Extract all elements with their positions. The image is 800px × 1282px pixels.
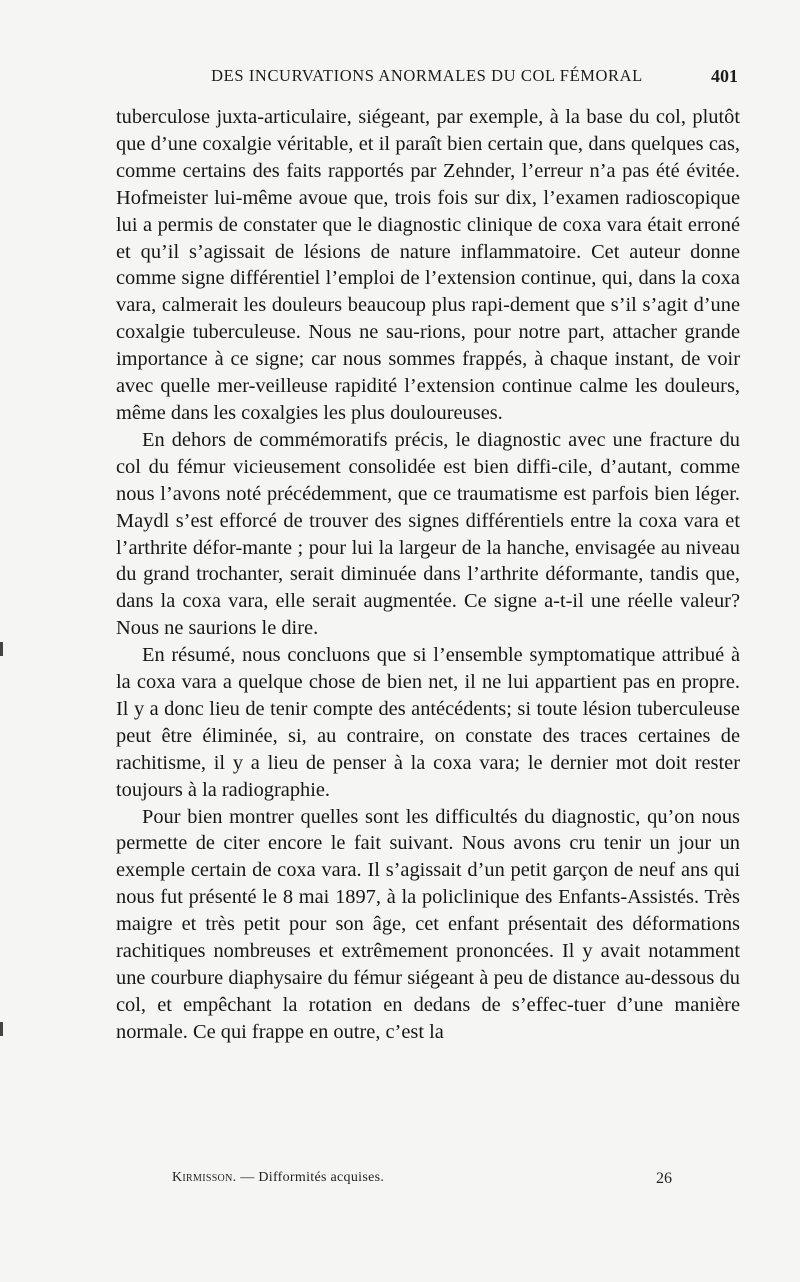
page-number: 401	[711, 66, 738, 86]
footer-signature	[172, 1170, 384, 1186]
footer-book-title: Difformités acquises.	[258, 1170, 385, 1185]
footer-separator: —	[240, 1170, 255, 1185]
paragraph-case-example: Pour bien montrer quelles sont les difficultés du diagnostic, qu’on nous permette de citer encore le fait suivant. Nous avons cru tenir un jour un exemple certain de coxa vara. Il s’agissait d’un petit garçon de neuf ans qui nous fut présenté le 8 mai 1897, à la policlinique des Enfants-Assistés. Très maigre et très petit pour son âge, cet enfant présentait des déformations rachitiques nombreuses et extrêmement prononcées. Il y avait notamment une courbure diaphysaire du fémur siégeant à peu de distance au-dessous du col, et empêchant la rotation en dedans de s’effec-tuer d’une manière normale. Ce qui frappe en outre, c’est la	[116, 805, 740, 1043]
body-text	[116, 104, 740, 1046]
running-title: DES INCURVATIONS ANORMALES DU COL FÉMORAL	[211, 66, 643, 85]
paragraph-resume: En résumé, nous concluons que si l’ensemble symptomatique attribué à la coxa vara a quelque chose de bien net, il ne lui appartient pas en propre. Il y a donc lieu de tenir compte des antécédents; si toute lésion tuberculeuse peut être éliminée, si, au contraire, on constate des traces certaines de rachitisme, il y a lieu de penser à la coxa vara; le dernier mot doit rester toujours à la radiographie.	[116, 644, 740, 801]
paragraph-diagnostic-fracture: En dehors de commémoratifs précis, le diagnostic avec une fracture du col du fémur vicieusement consolidée est bien diffi-cile, d’autant, comme nous l’avons noté précédemment, que ce traumatisme est parfois bien léger. Maydl s’est efforcé de trouver des signes différentiels entre la coxa vara et l’arthrite défor-mante ; pour lui la largeur de la hanche, envisagée au niveau du grand trochanter, serait diminuée dans l’arthrite déformante, tandis que, dans la coxa vara, elle serait augmentée. Ce signe a-t-il une réelle valeur? Nous ne saurions le dire.	[116, 428, 740, 640]
paragraph-continued: tuberculose juxta-articulaire, siégeant, par exemple, à la base du col, plutôt que d’une coxalgie véritable, et il paraît bien certain que, dans quelques cas, comme certains des faits rapportés par Zehnder, l’erreur n’a pas été évitée. Hofmeister lui-même avoue que, trois fois sur dix, l’examen radioscopique lui a permis de constater que le diagnostic clinique de coxa vara était erroné et qu’il s’agissait de lésions de nature inflammatoire. Cet auteur donne comme signe différentiel l’emploi de l’extension continue, qui, dans la coxa vara, calmerait les douleurs beaucoup plus rapi-dement que s’il s’agit d’une coxalgie tuberculeuse. Nous ne sau-rions, pour notre part, attacher grande importance à ce signe; car nous sommes frappés, à chaque instant, de voir avec quelle mer-veilleuse rapidité l’extension continue calme les douleurs, même dans les coxalgies les plus douloureuses.	[116, 106, 740, 424]
footer-author: Kirmisson.	[172, 1170, 237, 1185]
running-head	[116, 66, 738, 90]
margin-mark-left-top	[0, 642, 3, 656]
page-footer	[172, 1170, 672, 1192]
signature-number: 26	[656, 1170, 672, 1187]
margin-mark-left-bottom	[0, 1022, 3, 1036]
